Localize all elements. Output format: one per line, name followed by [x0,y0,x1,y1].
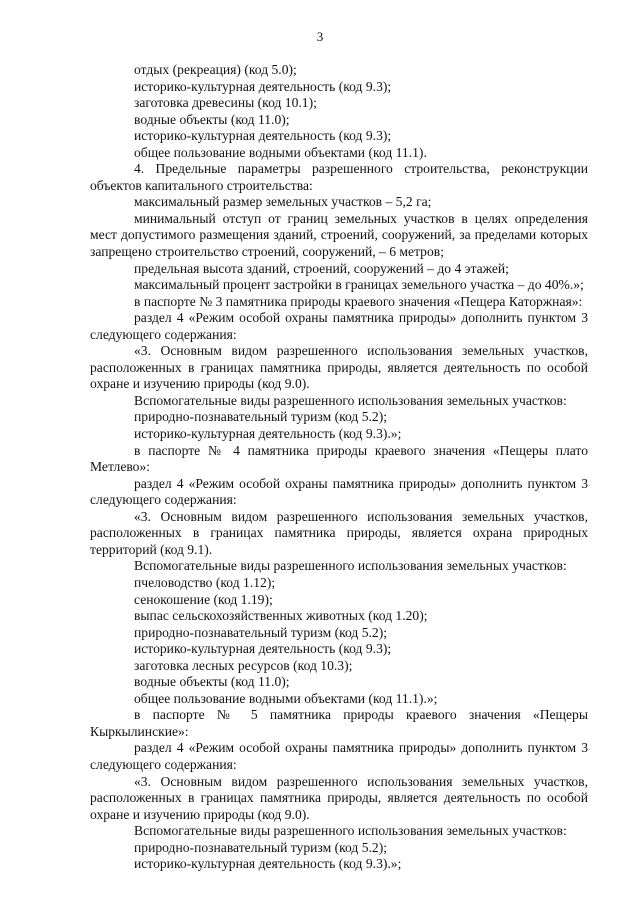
body-paragraph: в паспорте № 4 памятника природы краевого значения «Пещеры плато Метлево»: [90,442,588,475]
body-paragraph: максимальный размер земельных участков – 5,2 га; [134,194,432,210]
body-paragraph: общее пользование водными объектами (код 11.1). [134,144,427,160]
body-paragraph: природно-познавательный туризм (код 5.2); [134,839,388,855]
body-paragraph: раздел 4 «Режим особой охраны памятника природы» дополнить пунктом 3 следующего содержания: [90,475,588,508]
body-paragraph: природно-познавательный туризм (код 5.2); [134,624,388,640]
body-paragraph: Вспомогательные виды разрешенного использования земельных участков: [134,392,567,408]
document-body [90,62,588,873]
body-paragraph: сенокошение (код 1.19); [134,591,273,607]
page-number: 3 [316,29,324,44]
body-paragraph: общее пользование водными объектами (код 11.1).»; [134,690,438,706]
body-paragraph: заготовка древесины (код 10.1); [134,95,317,111]
body-paragraph: пчеловодство (код 1.12); [134,574,276,590]
body-paragraph: минимальный отступ от границ земельных участков в целях определения мест допустимого размещения зданий, строений, сооружений, за пределами которых запрещено строительство строений, сооружений, – 6 метров; [90,210,588,260]
body-paragraph: предельная высота зданий, строений, сооружений – до 4 этажей; [134,260,509,276]
body-paragraph: в паспорте № 5 памятника природы краевого значения «Пещеры Кыркылинские»: [90,707,588,739]
body-paragraph: в паспорте № 3 памятника природы краевого значения «Пещера Каторжная»: [134,293,583,309]
body-paragraph: максимальный процент застройки в границах земельного участка – до 40%.»; [134,277,584,293]
body-paragraph: заготовка лесных ресурсов (код 10.3); [134,657,353,673]
body-paragraph: раздел 4 «Режим особой охраны памятника природы» дополнить пунктом 3 следующего содержания: [90,310,588,342]
body-paragraph: выпас сельскохозяйственных животных (код 1.20); [134,608,428,624]
body-paragraph: природно-познавательный туризм (код 5.2); [134,409,388,425]
body-paragraph: водные объекты (код 11.0); [134,674,290,690]
body-paragraph: Вспомогательные виды разрешенного использования земельных участков: [134,558,567,574]
body-paragraph: историко-культурная деятельность (код 9.3); [134,641,392,657]
body-paragraph: историко-культурная деятельность (код 9.3); [134,128,392,144]
body-paragraph: отдых (рекреация) (код 5.0); [134,62,297,77]
body-paragraph: «3. Основным видом разрешенного использования земельных участков, расположенных в границах памятника природы, является деятельность по особой охране и изучению природы (код 9.0). [90,773,588,822]
body-paragraph: раздел 4 «Режим особой охраны памятника природы» дополнить пунктом 3 следующего содержания: [90,740,588,772]
body-paragraph: 4. Предельные параметры разрешенного строительства, реконструкции объектов капитального строительства: [90,161,588,193]
body-paragraph: историко-культурная деятельность (код 9.3).»; [134,426,402,442]
body-paragraph: «3. Основным видом разрешенного использования земельных участков, расположенных в границах памятника природы, является деятельность по особой охране и изучению природы (код 9.0). [90,343,588,392]
body-paragraph: «3. Основным видом разрешенного использования земельных участков, расположенных в границах памятника природы, является охрана природных территорий (код 9.1). [90,508,588,557]
body-paragraph: водные объекты (код 11.0); [134,111,290,127]
body-paragraph: историко-культурная деятельность (код 9.3); [134,78,392,94]
body-paragraph: историко-культурная деятельность (код 9.3).»; [134,856,402,872]
body-paragraph: Вспомогательные виды разрешенного использования земельных участков: [134,823,567,839]
